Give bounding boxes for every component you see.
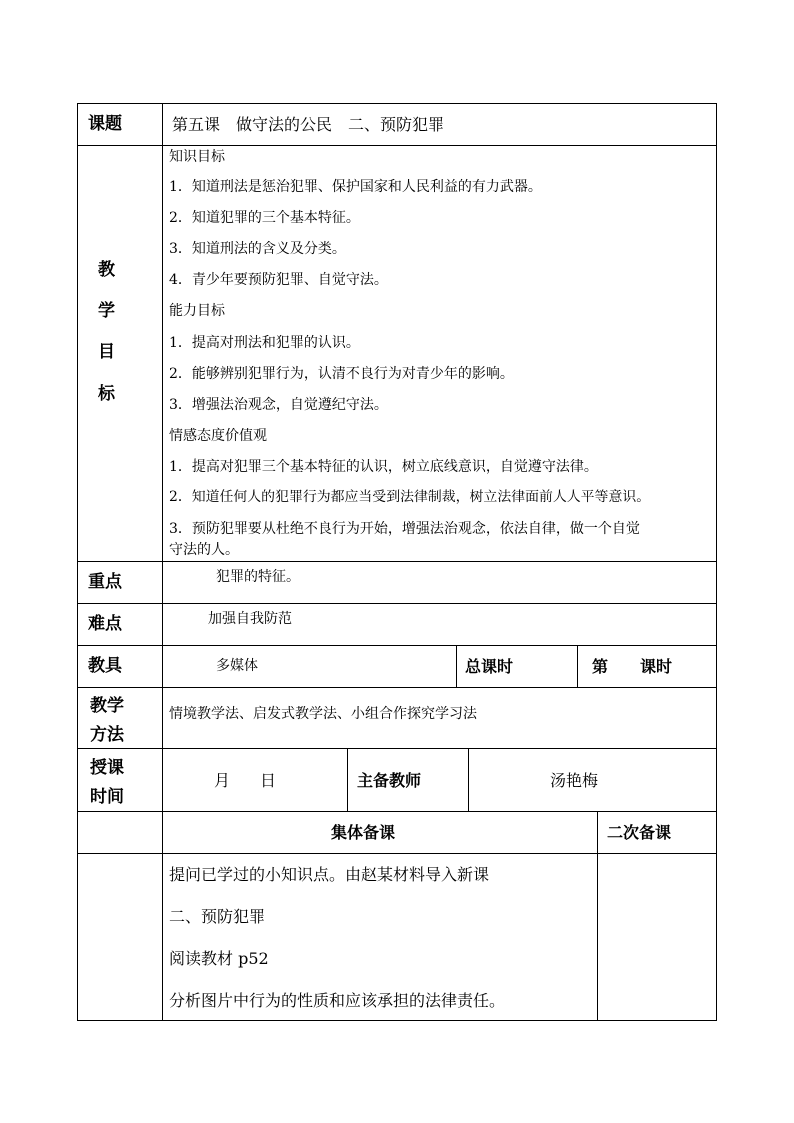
teacher-name: 汤艳梅 xyxy=(550,771,599,790)
method-label: 教学 xyxy=(90,696,124,716)
key-point-value: 犯罪的特征。 xyxy=(216,569,300,585)
method-value: 情境教学法、启发式教学法、小组合作探究学习法 xyxy=(169,706,477,722)
row-divider xyxy=(77,561,717,562)
prep-line: 阅读教材 p52 xyxy=(169,949,269,968)
prep-column-divider xyxy=(597,811,598,1021)
time-label: 时间 xyxy=(90,787,124,807)
prep-line: 分析图片中行为的性质和应该承担的法律责任。 xyxy=(169,991,506,1010)
row-divider xyxy=(77,748,717,749)
objectives-label-char: 目 xyxy=(98,342,115,362)
key-point-label: 重点 xyxy=(88,572,122,592)
prep-line: 二、预防犯罪 xyxy=(169,907,266,926)
topic-label: 课题 xyxy=(88,114,122,134)
objective-item: 1．提高对刑法和犯罪的认识。 xyxy=(169,335,360,351)
values-heading: 情感态度价值观 xyxy=(169,428,267,444)
table-border-top xyxy=(77,103,717,104)
objectives-label-char: 教 xyxy=(98,260,115,280)
knowledge-heading: 知识目标 xyxy=(169,149,225,165)
topic-value: 第五课 做守法的公民 二、预防犯罪 xyxy=(172,115,445,134)
objective-item: 守法的人。 xyxy=(169,542,239,558)
cell-divider xyxy=(468,748,469,811)
objectives-label-char: 标 xyxy=(98,384,115,404)
ability-heading: 能力目标 xyxy=(169,303,225,319)
objective-item: 4．青少年要预防犯罪、自觉守法。 xyxy=(169,272,388,288)
collective-prep-header: 集体备课 xyxy=(331,823,396,842)
objective-item: 2．知道犯罪的三个基本特征。 xyxy=(169,210,360,226)
second-prep-header: 二次备课 xyxy=(607,823,672,842)
row-divider xyxy=(77,603,717,604)
hour-suffix: 课时 xyxy=(640,657,673,676)
objective-item: 1．知道刑法是惩治犯罪、保护国家和人民利益的有力武器。 xyxy=(169,179,542,195)
cell-divider xyxy=(456,645,457,687)
objective-item: 2．知道任何人的犯罪行为都应当受到法律制裁，树立法律面前人人平等意识。 xyxy=(169,489,651,505)
method-label: 方法 xyxy=(90,725,124,745)
tools-label: 教具 xyxy=(88,656,122,676)
month-text: 月 xyxy=(214,771,231,790)
cell-divider xyxy=(577,645,578,687)
hour-prefix: 第 xyxy=(592,657,609,676)
table-border-right xyxy=(716,103,717,1021)
row-divider xyxy=(77,645,717,646)
prep-line: 提问已学过的小知识点。由赵某材料导入新课 xyxy=(169,865,490,884)
label-column-divider xyxy=(162,103,163,1021)
difficulty-label: 难点 xyxy=(88,614,122,634)
row-divider xyxy=(77,853,717,854)
objective-item: 1．提高对犯罪三个基本特征的认识，树立底线意识，自觉遵守法律。 xyxy=(169,459,598,475)
time-label: 授课 xyxy=(90,758,124,778)
row-divider xyxy=(77,811,717,812)
objective-item: 3．知道刑法的含义及分类。 xyxy=(169,241,346,257)
objective-item: 2．能够辨别犯罪行为，认清不良行为对青少年的影响。 xyxy=(169,366,514,382)
objective-item: 3．增强法治观念，自觉遵纪守法。 xyxy=(169,397,388,413)
table-border-bottom xyxy=(77,1020,717,1021)
table-border-left xyxy=(77,103,78,1021)
teacher-label: 主备教师 xyxy=(357,771,422,790)
row-divider xyxy=(77,145,717,146)
difficulty-value: 加强自我防范 xyxy=(208,611,292,627)
cell-divider xyxy=(347,748,348,811)
total-hours-label: 总课时 xyxy=(465,657,514,676)
day-text: 日 xyxy=(260,771,277,790)
row-divider xyxy=(77,687,717,688)
tools-value: 多媒体 xyxy=(216,658,258,674)
objective-item: 3．预防犯罪要从杜绝不良行为开始，增强法治观念，依法自律，做一个自觉 xyxy=(169,521,640,537)
objectives-label-char: 学 xyxy=(98,301,115,321)
